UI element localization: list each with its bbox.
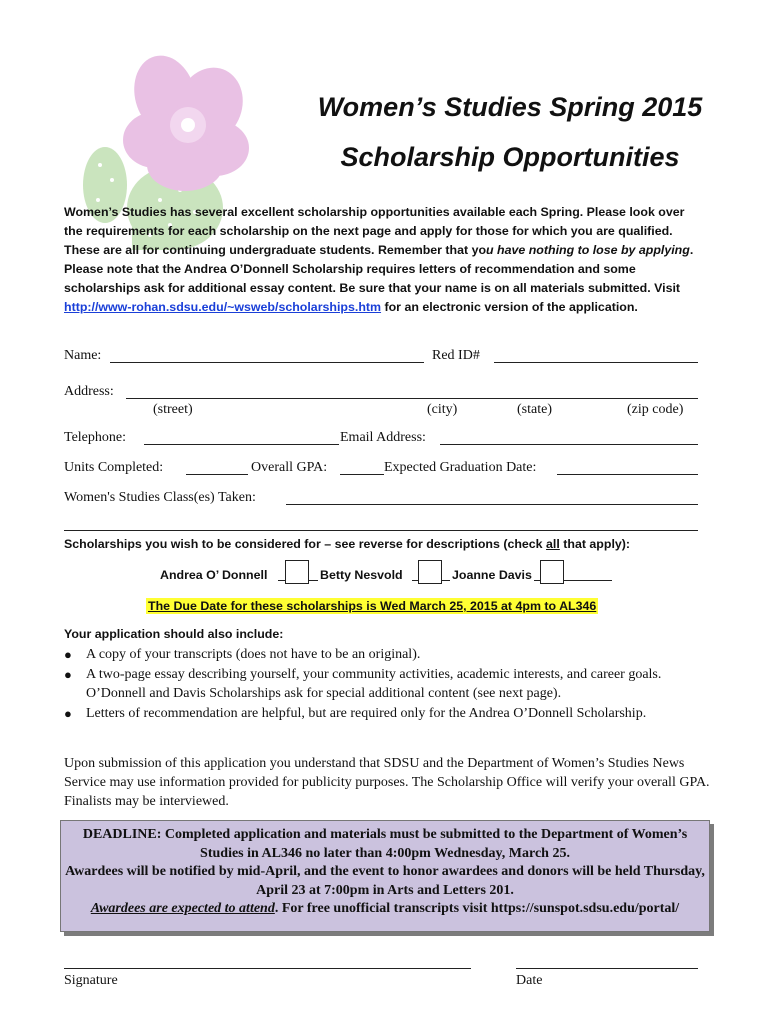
include-heading: Your application should also include:	[64, 627, 284, 641]
bullet-icon: ●	[64, 647, 72, 662]
deadline-line2: Awardees will be notified by mid-April, and the event to honor awardees and donors will be held Thursday, April 23 at 7:00pm in Arts and Letters 201.	[65, 864, 705, 898]
checkbox-odonnell[interactable]	[285, 560, 309, 584]
name-label: Name:	[64, 348, 102, 363]
units-label: Units Completed:	[64, 460, 164, 475]
name-field[interactable]	[110, 362, 424, 363]
telephone-field[interactable]	[144, 444, 339, 445]
page-title-line1: Women’s Studies Spring 2015	[317, 92, 703, 122]
option-odonnell-label: Andrea O’ Donnell	[160, 568, 268, 582]
bullet-icon: ●	[64, 667, 72, 682]
grad-date-label: Expected Graduation Date:	[384, 460, 537, 475]
street-label: (street)	[153, 402, 193, 417]
checkbox-nesvold[interactable]	[418, 560, 442, 584]
scholarships-heading: Scholarships you wish to be considered for – see reverse for descriptions (check all that apply):	[64, 537, 631, 551]
list-item: ● Letters of recommendation are helpful, but are required only for the Andrea O’Donnell Scholarship.	[64, 706, 647, 721]
telephone-label: Telephone:	[64, 430, 126, 445]
redid-label: Red ID#	[432, 348, 480, 363]
deadline-box	[60, 820, 710, 932]
page-title-line2: Scholarship Opportunities	[340, 142, 680, 172]
redid-field[interactable]	[494, 362, 698, 363]
city-label: (city)	[427, 402, 458, 417]
units-field[interactable]	[186, 474, 248, 475]
scholarships-link[interactable]: http://www-rohan.sdsu.edu/~wsweb/scholarships.htm	[64, 300, 382, 314]
option-davis-label: Joanne Davis	[452, 568, 532, 582]
classes-label: Women's Studies Class(es) Taken:	[64, 490, 256, 505]
deadline-line1: DEADLINE: Completed application and materials must be submitted to the Department of Women’s Studies in AL346 no later than 4:00pm Wednesday, March 25.	[82, 827, 688, 861]
intro-paragraph: Women’s Studies has several excellent scholarship opportunities available each Spring. Please look over the requirements for each scholarship on the next page and apply for those for which you are qualified. These are all for continuing undergraduate students. Remember that you have nothing to lose by applying. Please note that the Andrea O’Donnell Scholarship requires letters of recommendation and some scholarships ask for additional essay content. Be sure that your name is on all materials submitted. Visit http://www-rohan.sdsu.edu/~wsweb/scholarships.htm for an electronic version of the application.	[64, 205, 694, 314]
gpa-label: Overall GPA:	[251, 460, 328, 475]
due-date-banner: The Due Date for these scholarships is Wed March 25, 2015 at 4pm to AL346	[148, 599, 597, 613]
date-field[interactable]	[516, 968, 698, 969]
email-label: Email Address:	[340, 430, 426, 445]
gpa-field[interactable]	[340, 474, 384, 475]
checkbox-davis[interactable]	[540, 560, 564, 584]
classes-field[interactable]	[286, 504, 698, 505]
list-item: ● A two-page essay describing yourself, your community activities, academic interests, and career goals. O’Donnell and Davis Scholarships ask for special additional content (see next page).	[64, 667, 662, 701]
address-field[interactable]	[126, 398, 698, 399]
zip-label: (zip code)	[627, 402, 684, 417]
option-nesvold-label: Betty Nesvold	[320, 568, 403, 582]
signature-label: Signature	[64, 973, 118, 988]
deadline-line3: Awardees are expected to attend. For free unofficial transcripts visit https://sunspot.sdsu.edu/portal/	[90, 901, 680, 917]
email-field[interactable]	[440, 444, 698, 445]
list-item: ● A copy of your transcripts (does not have to be an original).	[64, 647, 421, 662]
grad-date-field[interactable]	[557, 474, 698, 475]
include-list	[64, 645, 714, 724]
publicity-notice: Upon submission of this application you understand that SDSU and the Department of Women’s Studies News Service may use information provided for publicity purposes. The Scholarship Office will verify your overall GPA. Finalists may be interviewed.	[64, 756, 710, 809]
date-label: Date	[516, 973, 543, 988]
classes-field-line2[interactable]	[64, 530, 698, 531]
bullet-icon: ●	[64, 706, 72, 721]
state-label: (state)	[517, 402, 552, 417]
signature-field[interactable]	[64, 968, 471, 969]
address-label: Address:	[64, 384, 114, 399]
